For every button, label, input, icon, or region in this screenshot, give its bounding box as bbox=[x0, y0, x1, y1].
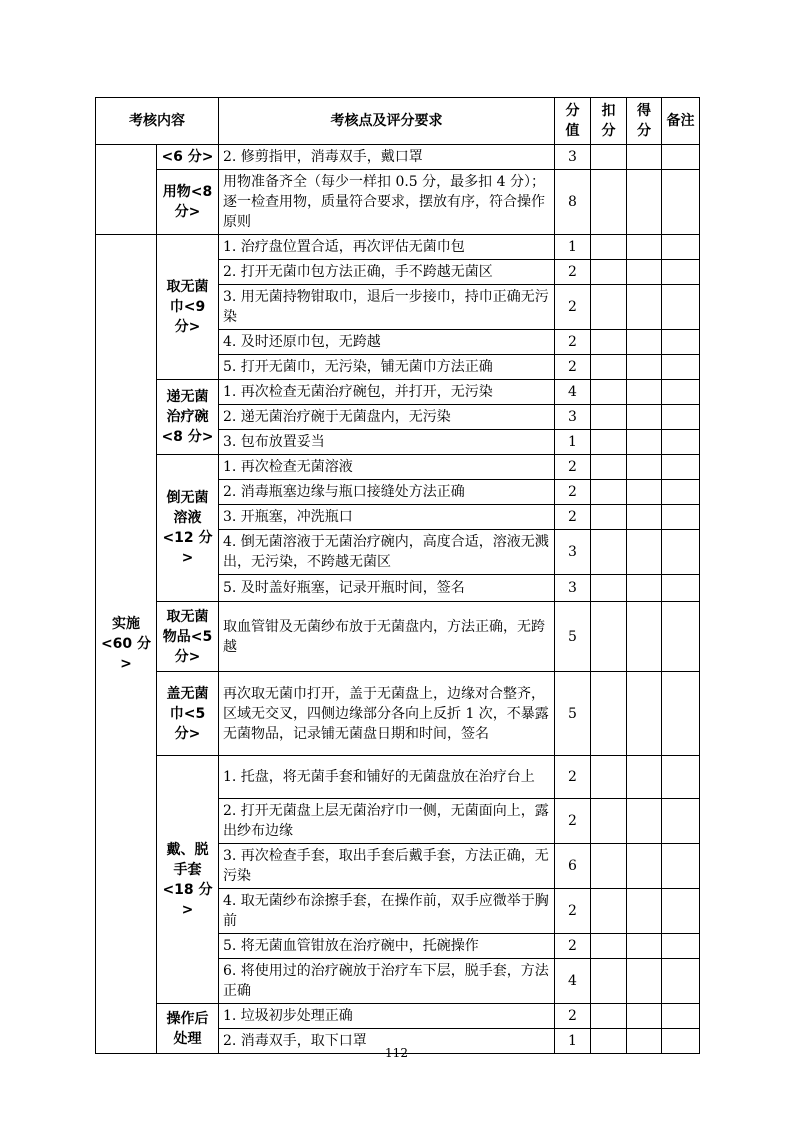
requirement-cell: 2. 打开无菌盘上层无菌治疗巾一侧，无菌面向上，露出纱布边缘 bbox=[219, 799, 555, 844]
score-cell: 2 bbox=[555, 889, 591, 934]
requirement-cell: 2. 修剪指甲，消毒双手，戴口罩 bbox=[219, 145, 555, 170]
deduct-cell bbox=[591, 285, 627, 330]
post-label: 操作后处理 bbox=[157, 1004, 219, 1054]
remark-cell bbox=[662, 959, 700, 1004]
score-cell: 2 bbox=[555, 455, 591, 480]
deduct-cell bbox=[591, 756, 627, 799]
deduct-cell bbox=[591, 330, 627, 355]
got-cell bbox=[627, 480, 662, 505]
got-cell bbox=[627, 505, 662, 530]
deduct-cell bbox=[591, 602, 627, 672]
got-cell bbox=[627, 756, 662, 799]
remark-cell bbox=[662, 602, 700, 672]
got-cell bbox=[627, 889, 662, 934]
remark-cell bbox=[662, 455, 700, 480]
deduct-cell bbox=[591, 672, 627, 756]
towel-label: 取无菌巾<9 分> bbox=[157, 235, 219, 380]
header-deduct: 扣分 bbox=[591, 98, 627, 145]
got-cell bbox=[627, 602, 662, 672]
table-row bbox=[96, 672, 700, 756]
got-cell bbox=[627, 575, 662, 602]
score-cell: 2 bbox=[555, 260, 591, 285]
deduct-cell bbox=[591, 355, 627, 380]
remark-cell bbox=[662, 480, 700, 505]
requirement-cell: 5. 及时盖好瓶塞，记录开瓶时间，签名 bbox=[219, 575, 555, 602]
requirement-cell: 4. 取无菌纱布涂擦手套，在操作前，双手应微举于胸前 bbox=[219, 889, 555, 934]
bowl-label: 递无菌治疗碗<8 分> bbox=[157, 380, 219, 455]
remark-cell bbox=[662, 430, 700, 455]
remark-cell bbox=[662, 1004, 700, 1029]
score-cell: 5 bbox=[555, 672, 591, 756]
score-cell: 3 bbox=[555, 530, 591, 575]
got-cell bbox=[627, 844, 662, 889]
table-row bbox=[96, 455, 700, 480]
requirement-cell: 取血管钳及无菌纱布放于无菌盘内，方法正确，无跨越 bbox=[219, 602, 555, 672]
remark-cell bbox=[662, 934, 700, 959]
prep-hand-label: <6 分> bbox=[157, 145, 219, 170]
table-row bbox=[96, 756, 700, 799]
table-row bbox=[96, 602, 700, 672]
got-cell bbox=[627, 285, 662, 330]
table-row bbox=[96, 145, 700, 170]
remark-cell bbox=[662, 756, 700, 799]
got-cell bbox=[627, 799, 662, 844]
header-score: 分值 bbox=[555, 98, 591, 145]
score-cell: 2 bbox=[555, 799, 591, 844]
got-cell bbox=[627, 934, 662, 959]
score-cell: 1 bbox=[555, 1029, 591, 1054]
requirement-cell: 1. 再次检查无菌治疗碗包，并打开，无污染 bbox=[219, 380, 555, 405]
deduct-cell bbox=[591, 530, 627, 575]
solution-label: 倒无菌溶液<12 分> bbox=[157, 455, 219, 602]
got-cell bbox=[627, 672, 662, 756]
score-cell: 3 bbox=[555, 145, 591, 170]
got-cell bbox=[627, 260, 662, 285]
deduct-cell bbox=[591, 959, 627, 1004]
remark-cell bbox=[662, 844, 700, 889]
requirement-cell: 3. 用无菌持物钳取巾，退后一步接巾，持巾正确无污染 bbox=[219, 285, 555, 330]
score-cell: 2 bbox=[555, 756, 591, 799]
prep-items-label: 用物<8 分> bbox=[157, 170, 219, 235]
deduct-cell bbox=[591, 934, 627, 959]
remark-cell bbox=[662, 260, 700, 285]
requirement-cell: 2. 递无菌治疗碗于无菌盘内，无污染 bbox=[219, 405, 555, 430]
table-row bbox=[96, 170, 700, 235]
remark-cell bbox=[662, 285, 700, 330]
score-cell: 4 bbox=[555, 380, 591, 405]
deduct-cell bbox=[591, 575, 627, 602]
deduct-cell bbox=[591, 170, 627, 235]
score-cell: 5 bbox=[555, 602, 591, 672]
got-cell bbox=[627, 235, 662, 260]
score-cell: 1 bbox=[555, 430, 591, 455]
requirement-cell: 2. 打开无菌巾包方法正确，手不跨越无菌区 bbox=[219, 260, 555, 285]
remark-cell bbox=[662, 889, 700, 934]
requirement-cell: 1. 治疗盘位置合适，再次评估无菌巾包 bbox=[219, 235, 555, 260]
got-cell bbox=[627, 455, 662, 480]
deduct-cell bbox=[591, 505, 627, 530]
deduct-cell bbox=[591, 1004, 627, 1029]
table-row bbox=[96, 380, 700, 405]
remark-cell bbox=[662, 355, 700, 380]
remark-cell bbox=[662, 145, 700, 170]
score-cell: 4 bbox=[555, 959, 591, 1004]
score-cell: 8 bbox=[555, 170, 591, 235]
requirement-cell: 用物准备齐全（每少一样扣 0.5 分，最多扣 4 分）；逐一检查用物，质量符合要求，摆放有序，符合操作原则 bbox=[219, 170, 555, 235]
header-content: 考核内容 bbox=[96, 98, 219, 145]
header-points: 考核点及评分要求 bbox=[219, 98, 555, 145]
score-cell: 1 bbox=[555, 235, 591, 260]
got-cell bbox=[627, 355, 662, 380]
score-cell: 2 bbox=[555, 934, 591, 959]
requirement-cell: 4. 及时还原巾包，无跨越 bbox=[219, 330, 555, 355]
requirement-cell: 4. 倒无菌溶液于无菌治疗碗内，高度合适，溶液无溅出，无污染，不跨越无菌区 bbox=[219, 530, 555, 575]
requirement-cell: 2. 消毒瓶塞边缘与瓶口接缝处方法正确 bbox=[219, 480, 555, 505]
deduct-cell bbox=[591, 260, 627, 285]
prep-category-cell bbox=[96, 145, 157, 235]
score-cell: 2 bbox=[555, 1004, 591, 1029]
deduct-cell bbox=[591, 799, 627, 844]
header-got: 得分 bbox=[627, 98, 662, 145]
deduct-cell bbox=[591, 235, 627, 260]
score-cell: 3 bbox=[555, 575, 591, 602]
requirement-cell: 3. 开瓶塞，冲洗瓶口 bbox=[219, 505, 555, 530]
remark-cell bbox=[662, 799, 700, 844]
remark-cell bbox=[662, 170, 700, 235]
page-number: 112 bbox=[385, 1046, 408, 1060]
got-cell bbox=[627, 530, 662, 575]
deduct-cell bbox=[591, 889, 627, 934]
assessment-table bbox=[95, 97, 700, 1054]
got-cell bbox=[627, 959, 662, 1004]
deduct-cell bbox=[591, 145, 627, 170]
deduct-cell bbox=[591, 455, 627, 480]
requirement-cell: 2. 消毒双手，取下口罩 bbox=[219, 1029, 555, 1054]
got-cell bbox=[627, 330, 662, 355]
remark-cell bbox=[662, 235, 700, 260]
got-cell bbox=[627, 1004, 662, 1029]
remark-cell bbox=[662, 405, 700, 430]
deduct-cell bbox=[591, 405, 627, 430]
score-cell: 2 bbox=[555, 285, 591, 330]
score-cell: 2 bbox=[555, 505, 591, 530]
header-row bbox=[96, 98, 700, 145]
requirement-cell: 1. 托盘，将无菌手套和铺好的无菌盘放在治疗台上 bbox=[219, 756, 555, 799]
cover-label: 盖无菌巾<5 分> bbox=[157, 672, 219, 756]
requirement-cell: 1. 再次检查无菌溶液 bbox=[219, 455, 555, 480]
table-row bbox=[96, 235, 700, 260]
remark-cell bbox=[662, 330, 700, 355]
requirement-cell: 6. 将使用过的治疗碗放于治疗车下层，脱手套，方法正确 bbox=[219, 959, 555, 1004]
score-cell: 3 bbox=[555, 405, 591, 430]
header-remark: 备注 bbox=[662, 98, 700, 145]
got-cell bbox=[627, 380, 662, 405]
got-cell bbox=[627, 430, 662, 455]
deduct-cell bbox=[591, 844, 627, 889]
requirement-cell: 5. 打开无菌巾，无污染，铺无菌巾方法正确 bbox=[219, 355, 555, 380]
score-cell: 2 bbox=[555, 330, 591, 355]
remark-cell bbox=[662, 575, 700, 602]
got-cell bbox=[627, 405, 662, 430]
table-row bbox=[96, 1004, 700, 1029]
remark-cell bbox=[662, 530, 700, 575]
got-cell bbox=[627, 145, 662, 170]
requirement-cell: 3. 包布放置妥当 bbox=[219, 430, 555, 455]
implementation-label: 实施<60 分> bbox=[96, 235, 157, 1054]
got-cell bbox=[627, 170, 662, 235]
requirement-cell: 3. 再次检查手套，取出手套后戴手套，方法正确，无污染 bbox=[219, 844, 555, 889]
requirement-cell: 5. 将无菌血管钳放在治疗碗中，托碗操作 bbox=[219, 934, 555, 959]
deduct-cell bbox=[591, 430, 627, 455]
deduct-cell bbox=[591, 480, 627, 505]
remark-cell bbox=[662, 505, 700, 530]
requirement-cell: 1. 垃圾初步处理正确 bbox=[219, 1004, 555, 1029]
remark-cell bbox=[662, 672, 700, 756]
score-cell: 2 bbox=[555, 355, 591, 380]
gloves-label: 戴、脱手套<18 分> bbox=[157, 756, 219, 1004]
remark-cell bbox=[662, 380, 700, 405]
requirement-cell: 再次取无菌巾打开，盖于无菌盘上，边缘对合整齐，区域无交叉，四侧边缘部分各向上反折 1 次，不暴露无菌物品，记录铺无菌盘日期和时间，签名 bbox=[219, 672, 555, 756]
score-cell: 6 bbox=[555, 844, 591, 889]
items-label: 取无菌物品<5 分> bbox=[157, 602, 219, 672]
deduct-cell bbox=[591, 380, 627, 405]
score-cell: 2 bbox=[555, 480, 591, 505]
